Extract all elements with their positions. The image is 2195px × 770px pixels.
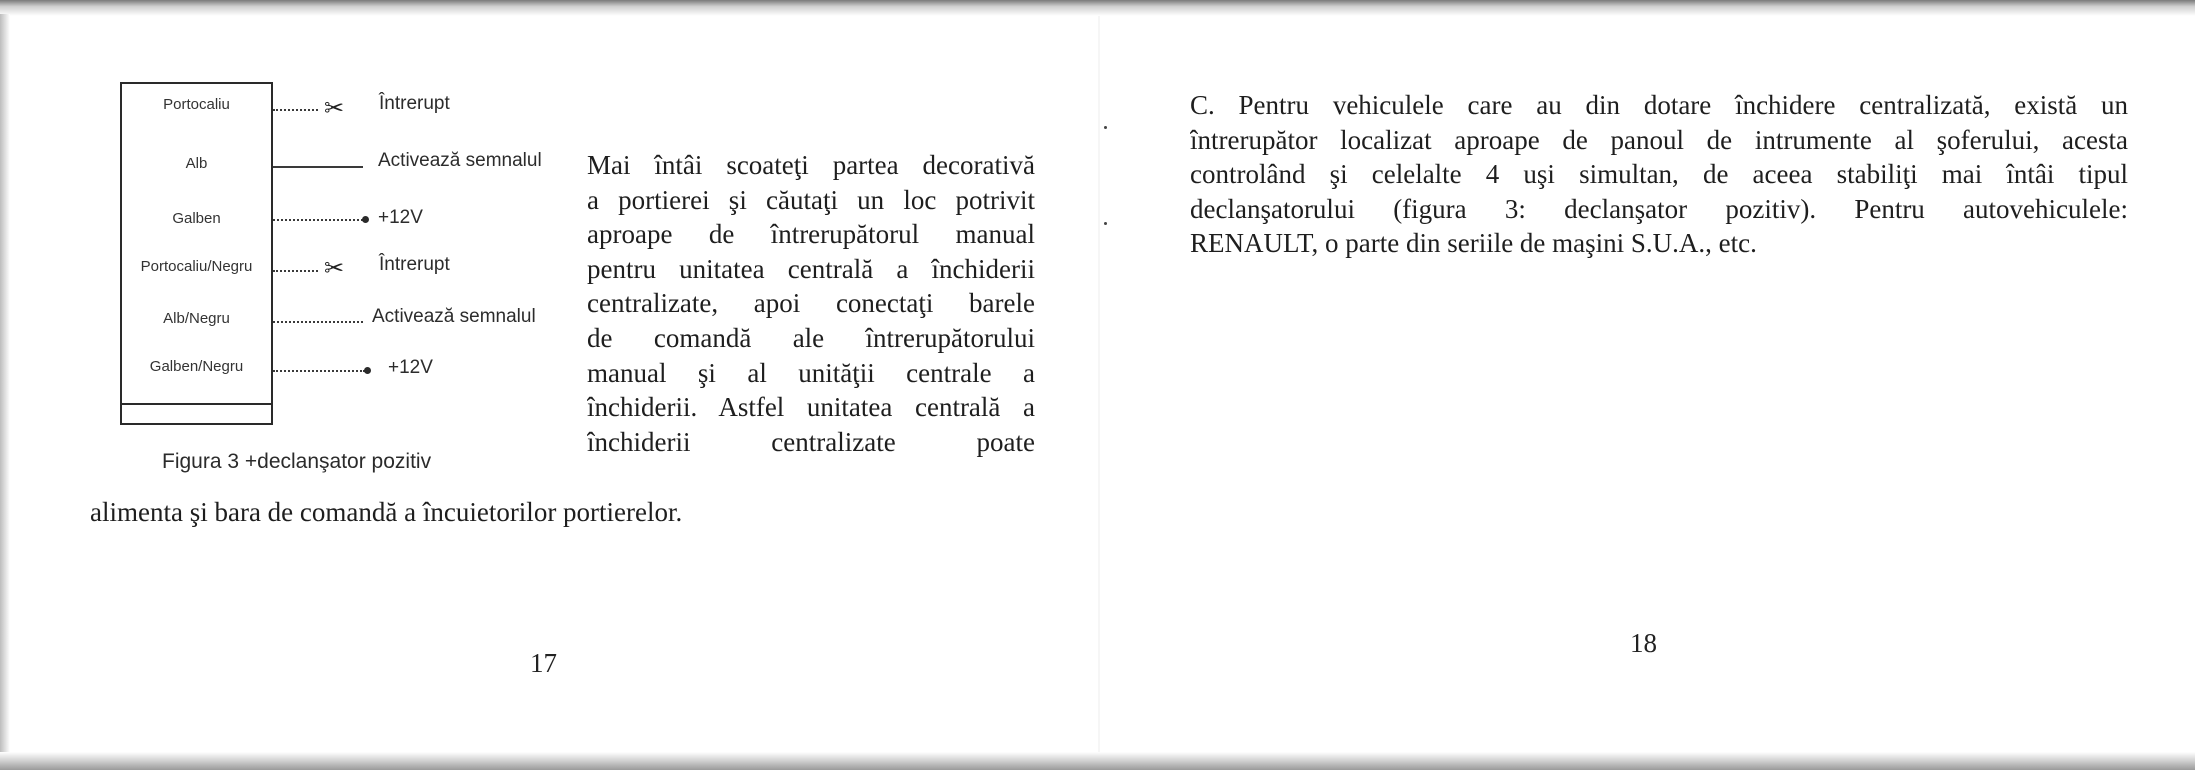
- wire-description: Întrerupt: [379, 93, 450, 114]
- wire-terminal-dot: [364, 367, 371, 374]
- wire-line: [273, 219, 363, 221]
- left-body-column: [587, 148, 1035, 459]
- figure-caption: Figura 3 +declanşator pozitiv: [162, 450, 432, 473]
- wire-description: +12V: [388, 357, 433, 378]
- wire-description: Activează semnalul: [378, 150, 542, 171]
- body-line: aproape de întrerupătorul manual: [587, 219, 1035, 250]
- body-line: închiderii. Astfel unitatea centrală a: [587, 392, 1035, 423]
- wire-line: [273, 370, 365, 372]
- wire-label-alb-negru: Alb/Negru: [163, 310, 230, 327]
- body-line: întrerupător localizat aproape de panoul de intrumente al şoferului, acesta: [1190, 124, 2128, 155]
- body-line: Mai întâi scoateţi partea decorativă: [587, 150, 1035, 180]
- body-line: declanşatorului (figura 3: declanşator pozitiv). Pentru autovehiculele:: [1190, 193, 2128, 224]
- body-tail-line: alimenta şi bara de comandă a încuietorilor portierelor.: [90, 497, 683, 527]
- body-line: închiderii centralizate poate: [587, 426, 1035, 457]
- wire-line: [273, 321, 363, 323]
- scan-bottom-band: [0, 752, 2195, 770]
- wire-description: +12V: [378, 207, 423, 228]
- scissors-icon: ✂: [324, 254, 345, 282]
- page-number: 18: [1630, 628, 1657, 658]
- scissors-icon: ✂: [324, 94, 345, 122]
- wire-label-portocaliu-negru: Portocaliu/Negru: [140, 258, 253, 275]
- body-line: a portierei şi căutaţi un loc potrivit: [587, 184, 1035, 215]
- wire-line: [273, 270, 318, 272]
- body-line: pentru unitatea centrală a închiderii: [587, 253, 1035, 284]
- wire-terminal-dot: [362, 216, 369, 223]
- scan-speck: [1104, 126, 1107, 129]
- wire-description: Activează semnalul: [372, 306, 536, 327]
- body-line: RENAULT, o parte din seriile de maşini S.U.A., etc.: [1190, 228, 1757, 259]
- body-line: manual şi al unităţii centrale a: [587, 357, 1035, 388]
- wire-label-galben-negru: Galben/Negru: [149, 358, 244, 375]
- wire-line: [273, 166, 363, 168]
- body-line: controlând şi celelalte 4 uşi simultan, de aceea stabiliţi mai întâi tipul: [1190, 159, 2128, 190]
- scan-speck: [1104, 222, 1107, 225]
- diagram-box-bottom-rule: [122, 403, 271, 405]
- wire-label-alb: Alb: [185, 155, 208, 172]
- wire-label-galben: Galben: [172, 210, 221, 227]
- body-line: C. Pentru vehiculele care au din dotare închidere centralizată, există un: [1190, 90, 2128, 120]
- right-body-column: [1190, 88, 2128, 261]
- wire-label-portocaliu: Portocaliu: [163, 96, 230, 113]
- wire-description: Întrerupt: [379, 254, 450, 275]
- page-number: 17: [530, 648, 557, 678]
- wire-line: [273, 109, 318, 111]
- body-line: centralizate, apoi conectaţi barele: [587, 288, 1035, 319]
- body-line: de comandă ale întrerupătorului: [587, 322, 1035, 353]
